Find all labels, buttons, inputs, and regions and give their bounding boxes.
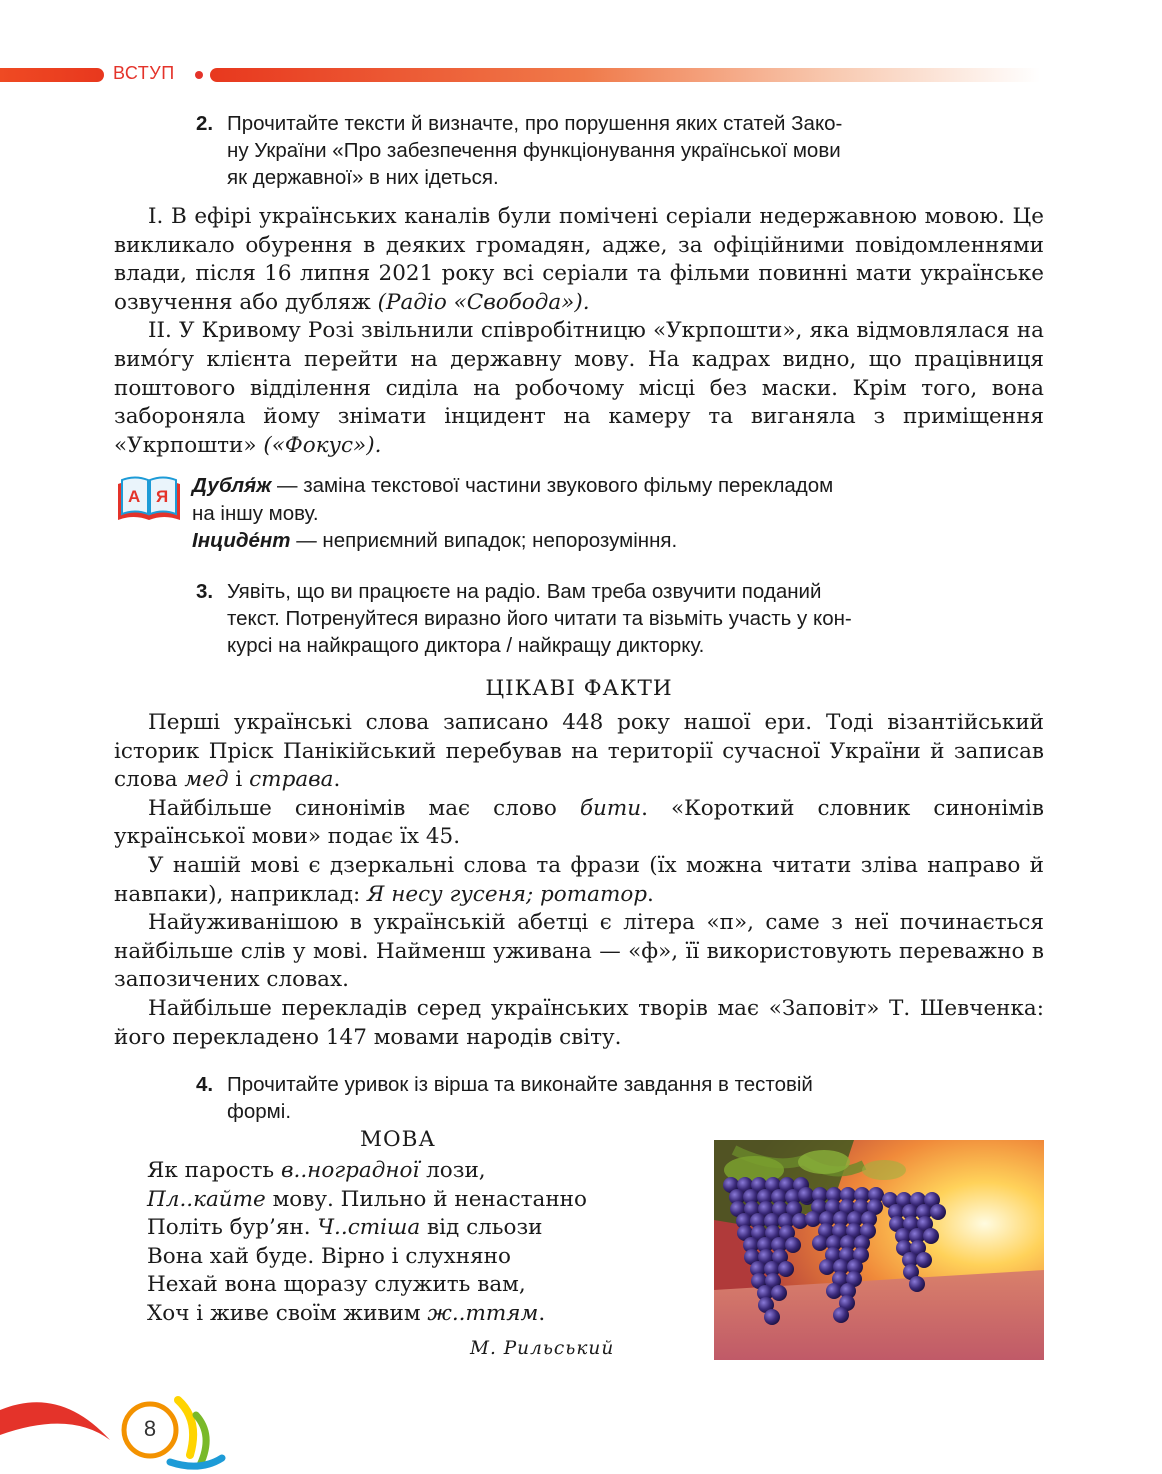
grapevine-photo (714, 1140, 1044, 1360)
task-line: Прочитайте уривок із вірша та виконайте завдання в тестовій (227, 1073, 813, 1096)
fact-word: мед (184, 767, 229, 793)
poem-text: від сльози (420, 1215, 543, 1241)
poem-text: мову. Пильно й ненастанно (265, 1186, 587, 1212)
grape (833, 1307, 849, 1323)
facts-block (114, 709, 1044, 1052)
fact-2 (114, 795, 1044, 852)
poem-gap-word: ж..ттям (427, 1300, 539, 1326)
grape (909, 1276, 925, 1292)
grape (916, 1252, 932, 1268)
task-number: 4. (196, 1073, 214, 1096)
task-line: курсі на найкращого диктора / найкращу дикторку. (227, 634, 705, 657)
grape (826, 1283, 842, 1299)
fact-1 (114, 709, 1044, 795)
text-2-source: («Фокус»). (263, 432, 382, 458)
texts-block (114, 203, 1044, 460)
grape (771, 1285, 787, 1301)
task-number: 2. (196, 112, 214, 135)
text-1-body: І. В ефірі українських каналів були помічені серіали недержавною мовою. Це викликало обурення в деяких громадян, адже, за офіційними повідомленнями влади, після 16 липня 2021 року всі серіали та фільми повинні мати українське озвучення або дубляж (114, 204, 1044, 315)
grape (819, 1259, 835, 1275)
fact-text: . «Короткий словник синонімів української мови» подає їх 45. (114, 795, 1044, 850)
poem-line: Нехай вона щоразу служить вам, (147, 1272, 526, 1298)
glossary-entry-1 (192, 472, 952, 500)
grape (930, 1204, 946, 1220)
grape (812, 1235, 828, 1251)
poem-text: Як парость (147, 1158, 281, 1183)
poem-text: Хоч і живе своїм живим (147, 1300, 428, 1326)
task-line: формі. (227, 1100, 292, 1123)
svg-text:А: А (128, 487, 141, 506)
poem-text: лози, (419, 1158, 486, 1183)
grape (923, 1228, 939, 1244)
fact-word: страва (249, 767, 334, 793)
task-line: як державної» в них ідеться. (227, 166, 499, 189)
fact-text: . (333, 767, 341, 793)
poem-author: М. Рильський (470, 1338, 615, 1359)
fact-text: і (228, 767, 250, 793)
glossary-definition: — неприємний випадок; непорозуміння. (290, 529, 678, 552)
poem-line: Вона хай буде. Вірно і слухняно (147, 1243, 511, 1269)
poem-line (147, 1214, 587, 1243)
task-line: Прочитайте тексти й визначте, про порушення яких статей Зако- (227, 112, 843, 135)
poem-gap-word: в..ноградної (280, 1158, 420, 1183)
task-line: текст. Потренуйтеся виразно його читати та візьміть участь у кон- (227, 607, 852, 630)
fact-4: Найуживанішою в українській абетці є літера «п», саме з неї починається найбільше слів у мові. Найменш уживана — «ф», її використовують переважно в запозичених словах. (114, 910, 1044, 993)
glossary-term: Інциде́нт (192, 529, 291, 552)
dictionary-book-icon (116, 474, 182, 526)
fact-text: Найбільше синонімів має слово (148, 795, 580, 821)
text-2-body: ІІ. У Кривому Розі звільнили співробітницю «Укрпошти», яка відмовлялася на вимо́гу клієнта перейти на державну мову. На кадрах видно, що працівниця поштового відділення сиділа на робочому місці без маски. Крім того, вона забороняла йому знімати інцидент на камеру та виганяла з приміщення «Укрпошти» (114, 318, 1044, 458)
poem-text: . (538, 1300, 546, 1326)
header-bar-left (0, 68, 104, 82)
task-4 (196, 1071, 946, 1125)
poem-gap-word: Пл..кайте (147, 1186, 266, 1212)
fact-text: Перші українські слова записано 448 року нашої ери. Тоді візантійський історик Пріск Панікійський перебував на території сучасної України й записав слова (114, 710, 1044, 793)
facts-title: ЦІКАВІ ФАКТИ (485, 676, 673, 701)
glossary (192, 472, 952, 555)
grape (764, 1309, 780, 1325)
task-line: Уявіть, що ви працюєте на радіо. Вам треба озвучити поданий (227, 580, 822, 603)
glossary-term: Дубля́ж (192, 474, 272, 497)
page-number: 8 (143, 1416, 157, 1441)
task-3 (196, 578, 946, 659)
task-line: ну України «Про забезпечення функціонування української мови (227, 139, 841, 162)
task-number: 3. (196, 580, 214, 603)
footer-logo-swoosh (0, 1380, 240, 1474)
fact-text: У нашій мові є дзеркальні слова та фрази (їх можна читати зліва направо й навпаки), наприклад: (114, 852, 1044, 907)
header-bar-right (210, 68, 1040, 82)
grape (778, 1261, 794, 1277)
grape (805, 1211, 821, 1227)
poem-title: МОВА (360, 1127, 436, 1152)
grape (798, 1187, 814, 1203)
poem (147, 1157, 587, 1329)
grape (785, 1237, 801, 1253)
fact-3 (114, 852, 1044, 909)
fact-word: Я несу гусеня; ротатор (367, 881, 648, 907)
fact-word: бити (579, 795, 642, 821)
text-1-source: (Радіо «Свобода»). (377, 289, 590, 315)
text-1 (114, 203, 1044, 317)
glossary-definition: — заміна текстової частини звукового фільму перекладом (271, 474, 834, 497)
glossary-entry-2 (192, 527, 952, 555)
poem-line (147, 1186, 587, 1215)
fact-text: . (647, 881, 654, 907)
poem-text: Політь бур’ян. (147, 1215, 318, 1241)
task-2 (196, 110, 946, 191)
text-2 (114, 317, 1044, 460)
header-dot (195, 71, 203, 79)
svg-text:Я: Я (156, 487, 169, 506)
glossary-entry-1-cont: на іншу мову. (192, 501, 319, 525)
poem-line (147, 1157, 587, 1186)
section-label: ВСТУП (113, 63, 175, 83)
poem-line (147, 1300, 587, 1329)
fact-5: Найбільше перекладів серед українських творів має «Заповіт» Т. Шевченка: його перекладено 147 мовами народів світу. (114, 995, 1044, 1050)
poem-gap-word: Ч..стіша (317, 1215, 421, 1241)
